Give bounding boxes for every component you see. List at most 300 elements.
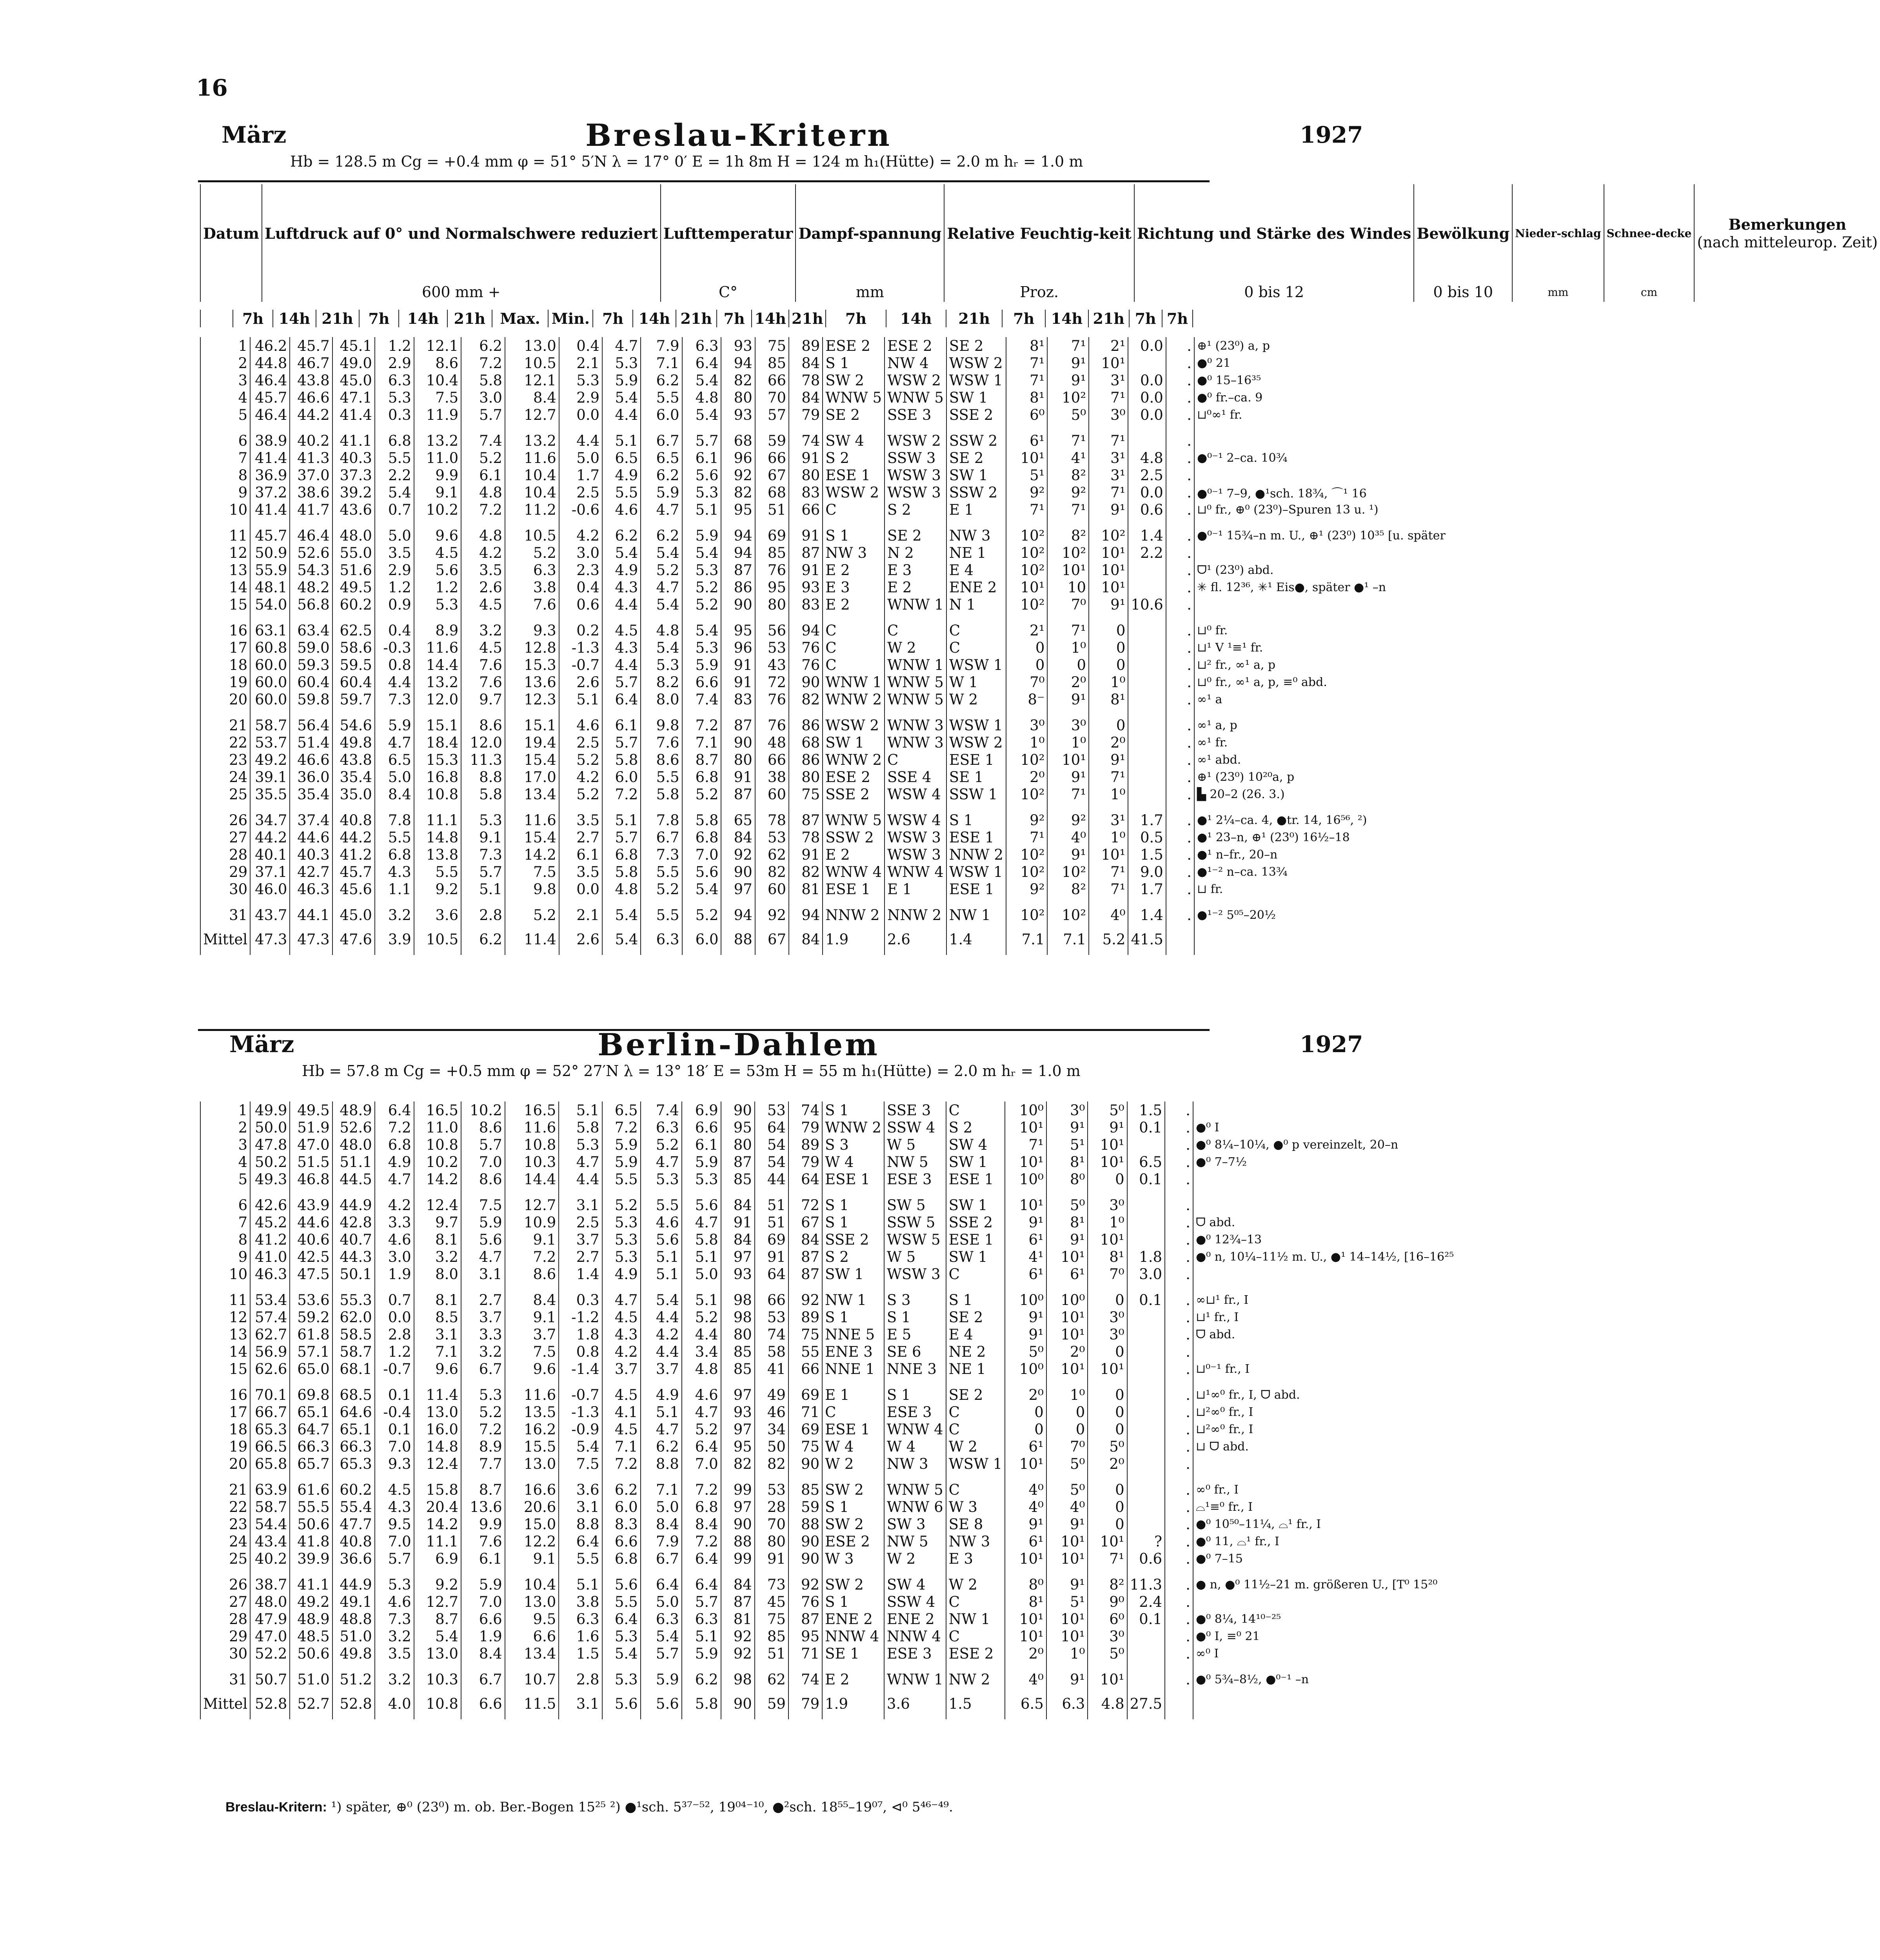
- cell: 87: [721, 561, 755, 579]
- cell: S 1: [884, 1386, 946, 1403]
- cell: 19.4: [505, 734, 559, 751]
- cell: 5.6: [602, 1576, 641, 1593]
- cell: 1.2: [375, 337, 414, 354]
- cell: 7.2: [505, 1248, 559, 1265]
- cell: 76: [755, 561, 789, 579]
- cell: 5.4: [682, 544, 721, 561]
- cell: 74: [788, 1671, 822, 1688]
- cell: 21: [200, 717, 250, 734]
- table-row: [200, 466, 1477, 484]
- cell: 4.7: [461, 1248, 505, 1265]
- cell: 5.3: [375, 1576, 414, 1593]
- cell: 3.5: [375, 1645, 414, 1662]
- cell: 87: [721, 1593, 755, 1610]
- cell: 55.0: [332, 544, 375, 561]
- cell: 49.8: [332, 734, 375, 751]
- cell: S 1: [822, 1308, 884, 1326]
- cell: 96: [721, 639, 755, 656]
- cell: ⊔¹∞⁰ fr., I, ᗜ abd.: [1193, 1386, 1477, 1403]
- cell: 3⁰: [1006, 717, 1048, 734]
- cell: 41.4: [250, 449, 290, 466]
- cell: 8.1: [414, 1231, 461, 1248]
- cell: 94: [721, 906, 755, 924]
- cell: 4.9: [375, 1153, 414, 1171]
- cell: 7¹: [1047, 432, 1089, 449]
- cell: 10.2: [461, 1102, 505, 1119]
- cell: ⊔⁰∞¹ fr.: [1194, 406, 1477, 423]
- cell: 10²: [1006, 561, 1048, 579]
- cell: SE 2: [946, 1386, 1005, 1403]
- cell: 91: [755, 1550, 788, 1567]
- cell: NNW 2: [946, 846, 1006, 863]
- cell: 1⁰: [1089, 673, 1128, 691]
- cell: 0.4: [559, 337, 602, 354]
- cell: 4.9: [602, 1265, 641, 1283]
- cell: 5.5: [375, 829, 414, 846]
- cell: 10²: [1006, 906, 1048, 924]
- cell: .: [1165, 1231, 1193, 1248]
- cell: 1.7: [559, 466, 602, 484]
- cell: 40.3: [290, 846, 332, 863]
- cell: ᗜ¹ (23⁰) abd.: [1194, 561, 1477, 579]
- cell: 7¹: [1089, 432, 1128, 449]
- cell: WSW 1: [946, 656, 1006, 673]
- cell: 6.3: [1046, 1688, 1088, 1719]
- cell: 7.6: [641, 734, 682, 751]
- cell: 10²: [1006, 596, 1048, 613]
- cell: 40.8: [332, 811, 375, 829]
- cell: 40.1: [250, 846, 290, 863]
- cell: W 5: [884, 1248, 946, 1265]
- cell: 75: [789, 786, 823, 803]
- cell: 49.1: [332, 1593, 375, 1610]
- cell: 5.1: [461, 880, 505, 898]
- cell: 59.2: [290, 1308, 332, 1326]
- cell: 4: [200, 1153, 250, 1171]
- table-row: [200, 354, 1477, 372]
- cell: SSE 2: [823, 786, 885, 803]
- cell: 5.4: [682, 372, 721, 389]
- cell: 5.9: [682, 527, 721, 544]
- cell: ∞¹ abd.: [1194, 751, 1477, 768]
- row-gap: [200, 898, 1477, 906]
- cell: 12.0: [414, 691, 461, 708]
- cell: 4.8: [461, 527, 505, 544]
- hdr-nied-unit: mm: [1512, 282, 1604, 302]
- cell: 5.7: [375, 1550, 414, 1567]
- cell: 5.2: [505, 906, 559, 924]
- cell: 57.4: [250, 1308, 290, 1326]
- cell: E 2: [822, 1671, 884, 1688]
- cell: 6.5: [602, 1102, 641, 1119]
- cell: 46.4: [290, 527, 332, 544]
- cell: 53: [755, 1308, 788, 1326]
- cell: 4.4: [375, 673, 414, 691]
- cell: 1.7: [1128, 811, 1166, 829]
- cell: 11.6: [505, 1119, 559, 1136]
- cell: 4.4: [559, 1171, 602, 1188]
- cell: 2.9: [559, 389, 602, 406]
- cell: 5.2: [641, 880, 682, 898]
- cell: 8²: [1047, 527, 1089, 544]
- cell: 8¹: [1006, 337, 1048, 354]
- cell: 41.1: [290, 1576, 332, 1593]
- cell: 10¹: [1089, 846, 1128, 863]
- cell: NNW 2: [823, 906, 885, 924]
- cell: 72: [755, 673, 789, 691]
- s1-meta: Hb = 128.5 m Cg = +0.4 mm φ = 51° 5′N λ = 17° 0′ E = 1h 8m H = 124 m h₁(Hütte) = 2.0 m hᵣ = 1.0 m: [290, 153, 1083, 170]
- cell: ⊔⁰⁻¹ fr., I: [1193, 1360, 1477, 1377]
- cell: 8¹: [1046, 1214, 1088, 1231]
- cell: WSW 3: [885, 484, 946, 501]
- cell: 4.7: [375, 1171, 414, 1188]
- cell: SE 2: [946, 449, 1006, 466]
- cell: WSW 5: [884, 1231, 946, 1248]
- cell: 9.3: [505, 622, 559, 639]
- cell: [1194, 544, 1477, 561]
- cell: 4.7: [641, 1153, 682, 1171]
- cell: [1127, 1231, 1165, 1248]
- cell: 1: [200, 337, 250, 354]
- table-row: [200, 673, 1477, 691]
- cell: 1⁰: [1089, 786, 1128, 803]
- cell: 9.7: [461, 691, 505, 708]
- cell: 5.7: [461, 863, 505, 880]
- table-row: [200, 846, 1477, 863]
- hdr-bew-unit: 0 bis 10: [1414, 282, 1512, 302]
- cell: WNW 4: [885, 863, 946, 880]
- cell: 74: [789, 432, 823, 449]
- cell: 80: [721, 389, 755, 406]
- cell: 2.7: [559, 829, 602, 846]
- cell: 80: [721, 1136, 755, 1153]
- cell: -0.4: [375, 1403, 414, 1421]
- cell: 4.5: [602, 622, 641, 639]
- cell: 5.9: [641, 484, 682, 501]
- cell: ●⁰ 7–7½: [1193, 1153, 1477, 1171]
- cell: 5.4: [682, 880, 721, 898]
- cell: 9.5: [375, 1515, 414, 1533]
- cell: 5.3: [602, 1248, 641, 1265]
- cell: 65.0: [290, 1360, 332, 1377]
- cell: 59.7: [332, 691, 375, 708]
- cell: 60.2: [332, 596, 375, 613]
- cell: 59.5: [332, 656, 375, 673]
- cell: 0.0: [1128, 406, 1166, 423]
- cell: 98: [721, 1308, 755, 1326]
- cell: [1128, 673, 1166, 691]
- cell: 21: [200, 1481, 250, 1498]
- cell: 43.6: [332, 501, 375, 518]
- cell: NNW 4: [884, 1628, 946, 1645]
- cell: [1194, 596, 1477, 613]
- cell: 3.8: [559, 1593, 602, 1610]
- cell: 9¹: [1089, 501, 1128, 518]
- cell: 10¹: [1088, 1136, 1127, 1153]
- cell: 88: [721, 924, 755, 955]
- cell: 31: [200, 1671, 250, 1688]
- cell: SSE 2: [822, 1231, 884, 1248]
- cell: 56.8: [290, 596, 332, 613]
- cell: 4¹: [1047, 449, 1089, 466]
- cell: 85: [755, 354, 789, 372]
- cell: .: [1166, 717, 1194, 734]
- cell: 6.3: [682, 1610, 721, 1628]
- cell: 5.2: [641, 561, 682, 579]
- cell: 6.6: [602, 1533, 641, 1550]
- cell: 11.6: [505, 811, 559, 829]
- cell: 50.2: [250, 1153, 290, 1171]
- cell: 9²: [1006, 880, 1048, 898]
- cell: 6.1: [461, 1550, 505, 1567]
- cell: .: [1166, 863, 1194, 880]
- cell: 4.6: [375, 1231, 414, 1248]
- cell: .: [1165, 1515, 1193, 1533]
- cell: 49.0: [332, 354, 375, 372]
- cell: 97: [721, 1421, 755, 1438]
- cell: .: [1166, 691, 1194, 708]
- cell: 94: [789, 622, 823, 639]
- cell: 5.2: [559, 751, 602, 768]
- cell: 4¹: [1005, 1248, 1046, 1265]
- cell: WNW 5: [823, 811, 885, 829]
- cell: 11.4: [414, 1386, 461, 1403]
- cell: 5.2: [602, 1196, 641, 1214]
- cell: 3.5: [559, 811, 602, 829]
- cell: 2: [200, 354, 250, 372]
- cell: 8.9: [461, 1438, 505, 1455]
- cell: 5.3: [414, 596, 461, 613]
- cell: 25: [200, 1550, 250, 1567]
- table-row: [200, 1498, 1477, 1515]
- cell: 9¹: [1089, 751, 1128, 768]
- cell: 4.5: [375, 1481, 414, 1498]
- cell: 50.6: [290, 1515, 332, 1533]
- cell: 39.1: [250, 768, 290, 786]
- cell: 96: [721, 449, 755, 466]
- cell: 47.8: [250, 1136, 290, 1153]
- cell: 95: [755, 579, 789, 596]
- table-row: [200, 1593, 1477, 1610]
- cell: 82: [755, 863, 789, 880]
- cell: 53: [755, 639, 789, 656]
- cell: 3.1: [414, 1326, 461, 1343]
- cell: 92: [755, 906, 789, 924]
- cell: 5.3: [682, 484, 721, 501]
- cell: 4.4: [641, 1308, 682, 1326]
- cell: ●⁰ I: [1193, 1119, 1477, 1136]
- cell: 1⁰: [1088, 1214, 1127, 1231]
- cell: 4.3: [602, 1326, 641, 1343]
- table-row: [200, 1628, 1477, 1645]
- cell: 81: [721, 1610, 755, 1628]
- cell: 5.4: [682, 622, 721, 639]
- cell: C: [946, 639, 1006, 656]
- cell: .: [1166, 639, 1194, 656]
- cell: -1.4: [559, 1360, 602, 1377]
- h-max: Max.: [492, 310, 549, 327]
- cell: 10¹: [1005, 1153, 1046, 1171]
- cell: 65.8: [250, 1455, 290, 1472]
- cell: 8: [200, 466, 250, 484]
- cell: 80: [721, 1326, 755, 1343]
- cell: 5.2: [1089, 924, 1128, 955]
- cell: 9¹: [1047, 691, 1089, 708]
- cell: 4.5: [461, 596, 505, 613]
- cell: 10⁰: [1046, 1291, 1088, 1308]
- cell: 10²: [1047, 863, 1089, 880]
- cell: 0.0: [1128, 484, 1166, 501]
- cell: 16: [200, 1386, 250, 1403]
- cell: 36.0: [290, 768, 332, 786]
- cell: 1.1: [375, 880, 414, 898]
- cell: 8.8: [641, 1455, 682, 1472]
- cell: ENE 2: [822, 1610, 884, 1628]
- cell: 7.2: [602, 1119, 641, 1136]
- cell: 16.8: [414, 768, 461, 786]
- cell: 58.7: [250, 717, 290, 734]
- table-row: [200, 863, 1477, 880]
- s1-year: 1927: [1300, 122, 1363, 148]
- cell: 28: [200, 846, 250, 863]
- cell: 10¹: [1046, 1533, 1088, 1550]
- cell: 7.2: [682, 1481, 721, 1498]
- cell: 58.7: [250, 1498, 290, 1515]
- cell: WNW 4: [884, 1421, 946, 1438]
- cell: ●⁰ 5¾–8½, ●⁰⁻¹ –n: [1193, 1671, 1477, 1688]
- cell: 5.5: [641, 768, 682, 786]
- cell: 5.4: [414, 1628, 461, 1645]
- cell: 9.1: [414, 484, 461, 501]
- cell: 4.8: [461, 484, 505, 501]
- cell: 46.6: [290, 389, 332, 406]
- cell: 13.6: [461, 1498, 505, 1515]
- cell: 1.5: [1127, 1102, 1165, 1119]
- cell: 5.6: [682, 863, 721, 880]
- cell: .: [1166, 880, 1194, 898]
- cell: 44.6: [290, 1214, 332, 1231]
- cell: 5.1: [641, 1265, 682, 1283]
- cell: [1193, 1196, 1477, 1214]
- cell: 7.0: [375, 1533, 414, 1550]
- cell: 4.5: [461, 639, 505, 656]
- cell: 5.5: [414, 863, 461, 880]
- cell: 6.8: [375, 846, 414, 863]
- cell: 3¹: [1089, 449, 1128, 466]
- cell: 42.5: [290, 1248, 332, 1265]
- cell: [1193, 1688, 1477, 1719]
- cell: ESE 2: [946, 1645, 1005, 1662]
- cell: ●⁰ 8¼–10¼, ●⁰ p vereinzelt, 20–n: [1193, 1136, 1477, 1153]
- cell: 62.0: [332, 1308, 375, 1326]
- cell: .: [1165, 1438, 1193, 1455]
- cell: 7.1: [1006, 924, 1048, 955]
- cell: 7.1: [1047, 924, 1089, 955]
- cell: 60: [755, 880, 789, 898]
- cell: 20.4: [414, 1498, 461, 1515]
- cell: 2⁰: [1047, 673, 1089, 691]
- cell: SE 2: [946, 337, 1006, 354]
- cell: WNW 3: [885, 717, 946, 734]
- cell: 7.6: [461, 1533, 505, 1550]
- cell: 0.5: [1128, 829, 1166, 846]
- cell: ⊔²∞⁰ fr., I: [1193, 1421, 1477, 1438]
- cell: 82: [755, 1455, 788, 1472]
- cell: 5.2: [682, 596, 721, 613]
- cell: 80: [755, 1533, 788, 1550]
- cell: 4.2: [461, 544, 505, 561]
- cell: SSE 4: [885, 768, 946, 786]
- cell: 0.7: [375, 1291, 414, 1308]
- cell: [1128, 432, 1166, 449]
- cell: 53.6: [290, 1291, 332, 1308]
- cell: 6.3: [505, 561, 559, 579]
- cell: 5.3: [602, 1628, 641, 1645]
- cell: ENE 3: [822, 1343, 884, 1360]
- cell: Mittel: [200, 924, 250, 955]
- cell: 28: [755, 1498, 788, 1515]
- cell: 10: [200, 1265, 250, 1283]
- cell: SSW 4: [884, 1593, 946, 1610]
- cell: 67: [755, 924, 789, 955]
- cell: 41: [755, 1360, 788, 1377]
- cell: 1⁰: [1047, 734, 1089, 751]
- cell: 7.3: [375, 691, 414, 708]
- cell: 5.1: [682, 1248, 721, 1265]
- cell: .: [1166, 673, 1194, 691]
- table-row: [200, 1360, 1477, 1377]
- cell: 5.0: [375, 527, 414, 544]
- cell: S 2: [822, 1248, 884, 1265]
- table-row: [200, 656, 1477, 673]
- cell: 49.5: [332, 579, 375, 596]
- cell: .: [1166, 596, 1194, 613]
- cell: 98: [721, 1291, 755, 1308]
- table-row: [200, 639, 1477, 656]
- cell: 46.7: [290, 354, 332, 372]
- cell: 6.7: [641, 432, 682, 449]
- cell: 9¹: [1005, 1326, 1046, 1343]
- cell: ●⁰ 7–15: [1193, 1550, 1477, 1567]
- cell: .: [1166, 372, 1194, 389]
- cell: W 2: [946, 1438, 1005, 1455]
- cell: 95: [721, 1119, 755, 1136]
- cell: SSW 2: [946, 484, 1006, 501]
- cell: WNW 2: [823, 751, 885, 768]
- cell: 10.4: [505, 484, 559, 501]
- cell: 9.6: [505, 1360, 559, 1377]
- cell: [1193, 1593, 1477, 1610]
- cell: 70: [755, 389, 789, 406]
- cell: 5.9: [461, 1576, 505, 1593]
- cell: [1194, 432, 1477, 449]
- cell: 5.4: [682, 406, 721, 423]
- cell: 9²: [1047, 484, 1089, 501]
- row-gap: [200, 518, 1477, 527]
- table-row: [200, 768, 1477, 786]
- s2-year: 1927: [1300, 1031, 1363, 1058]
- hdr-luftdruck: Luftdruck auf 0° und Normalschwere reduziert: [262, 184, 661, 282]
- cell: 16: [200, 622, 250, 639]
- table-row: [200, 906, 1477, 924]
- cell: E 3: [885, 561, 946, 579]
- cell: ∞⊔¹ fr., I: [1193, 1291, 1477, 1308]
- cell: 15.1: [505, 717, 559, 734]
- cell: 4.9: [641, 1386, 682, 1403]
- cell: 38.7: [250, 1576, 290, 1593]
- cell: 7¹: [1006, 372, 1048, 389]
- cell: 2.8: [461, 906, 505, 924]
